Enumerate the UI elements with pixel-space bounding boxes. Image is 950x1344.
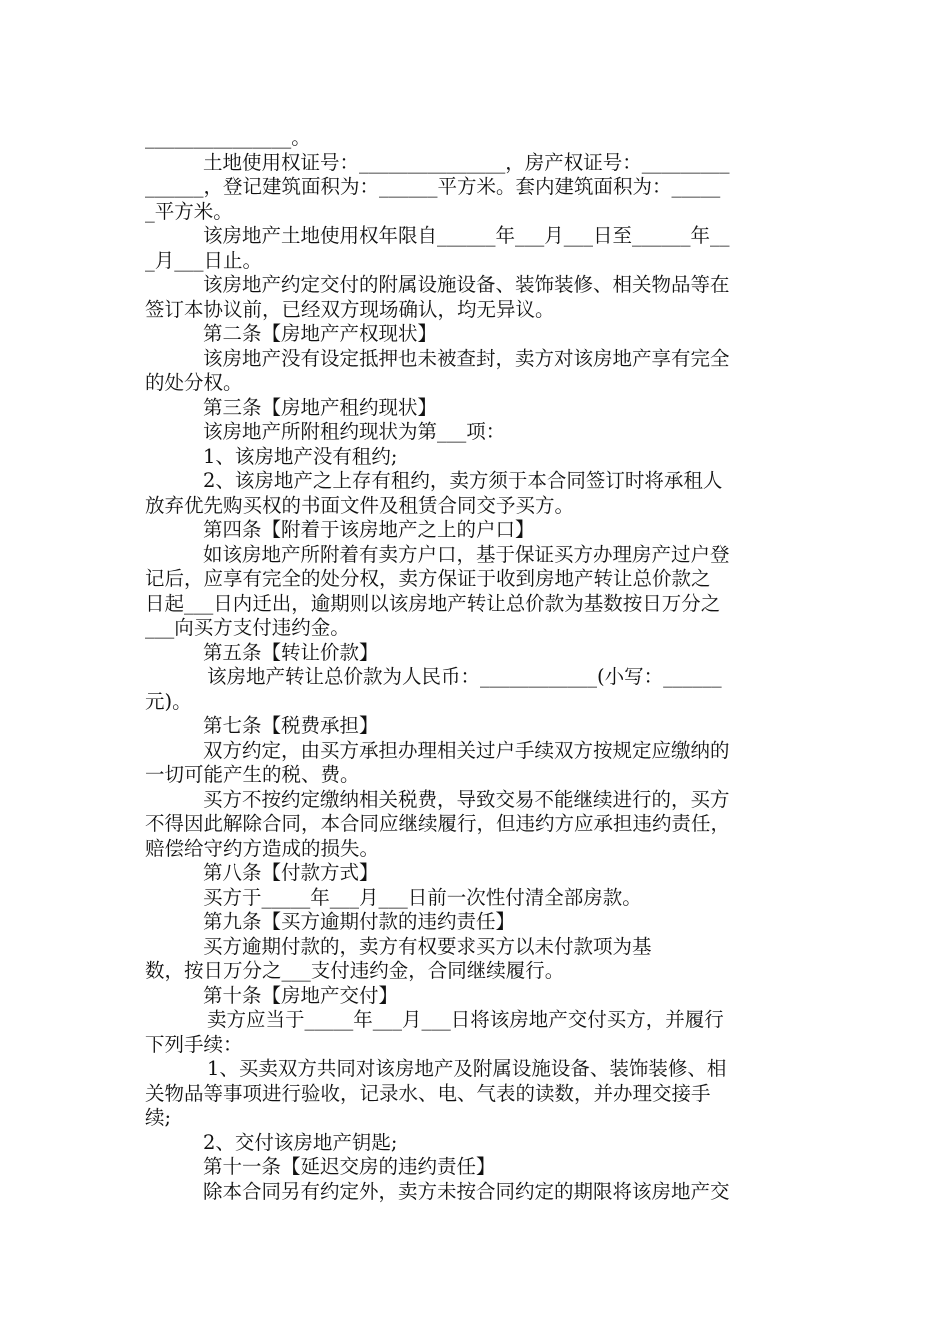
text-line: 第二条【房地产产权现状】 [203,322,438,345]
text-line: 元)。 [145,689,192,713]
text-line: 放弃优先购买权的书面文件及租赁合同交予买方。 [145,493,575,517]
text-line: 第三条【房地产租约现状】 [203,395,438,419]
text-line: 1、该房地产没有租约; [203,444,398,468]
text-line: 2、该房地产之上存有租约，卖方须于本合同签订时将承租人 [203,469,723,492]
text-line: 买方于_____年___月___日前一次性付清全部房款。 [203,885,642,909]
text-line: 1、买卖双方共同对该房地产及附属设施设备、装饰装修、相 [207,1057,727,1080]
text-line: 不得因此解除合同，本合同应继续履行，但违约方应承担违约责任， [145,812,731,835]
text-line: 日起___日内迁出，逾期则以该房地产转让总价款为基数按日万分之 [145,591,721,615]
text-line: 2、交付该房地产钥匙; [203,1130,398,1154]
text-line: 土地使用权证号：_______________，房产权证号：_________ [203,150,730,174]
text-line: 关物品等事项进行验收，记录水、电、气表的读数，并办理交接手 [145,1081,711,1105]
text-line: 该房地产转让总价款为人民币：____________(小写：______ [207,665,722,688]
text-line: 第五条【转让价款】 [203,640,379,664]
text-line: 第十条【房地产交付】 [203,983,399,1007]
text-line: 第十一条【延迟交房的违约责任】 [203,1155,496,1178]
text-line: 记后，应享有完全的处分权，卖方保证于收到房地产转让总价款之 [145,567,711,590]
text-line: 签订本协议前，已经双方现场确认，均无异议。 [145,297,555,321]
text-line: ______，登记建筑面积为：______平方米。套内建筑面积为：_____ [145,175,721,198]
text-line: 该房地产约定交付的附属设施设备、装饰装修、相关物品等在 [203,273,730,296]
text-line: 双方约定，由买方承担办理相关过户手续双方按规定应缴纳的 [203,738,730,762]
text-line: 如该房地产所附着有卖方户口，基于保证买方办理房产过户登 [203,542,730,566]
text-line: 该房地产土地使用权年限自______年___月___日至______年__ [203,224,730,247]
text-line: _月___日止。 [145,248,263,272]
text-line: 第九条【买方逾期付款的违约责任】 [203,910,516,933]
text-line: 买方不按约定缴纳相关税费，导致交易不能继续进行的，买方 [203,787,730,811]
text-line: 第八条【付款方式】 [203,861,379,884]
text-line: 的处分权。 [145,371,243,394]
text-line: 第七条【税费承担】 [203,714,379,737]
text-line: 续; [145,1106,172,1129]
text-line: 该房地产所附租约现状为第___项： [203,420,506,443]
text-line: 一切可能产生的税、费。 [145,763,360,786]
text-line: _______________。 [145,126,311,149]
text-line: _平方米。 [145,199,233,223]
text-line: ___向买方支付违约金。 [145,616,350,639]
text-line: 赔偿给守约方造成的损失。 [145,836,380,860]
text-line: 下列手续： [145,1032,243,1056]
text-line: 除本合同另有约定外，卖方未按合同约定的期限将该房地产交 [203,1179,730,1203]
text-line: 第四条【附着于该房地产之上的户口】 [203,518,535,541]
text-line: 买方逾期付款的，卖方有权要求买方以未付款项为基 [203,934,652,958]
text-line: 卖方应当于_____年___月___日将该房地产交付买方，并履行 [207,1008,724,1031]
contract-text [145,126,810,1204]
text-line: 该房地产没有设定抵押也未被查封，卖方对该房地产享有完全 [203,346,730,370]
text-line: 数，按日万分之___支付违约金，合同继续履行。 [145,959,565,982]
